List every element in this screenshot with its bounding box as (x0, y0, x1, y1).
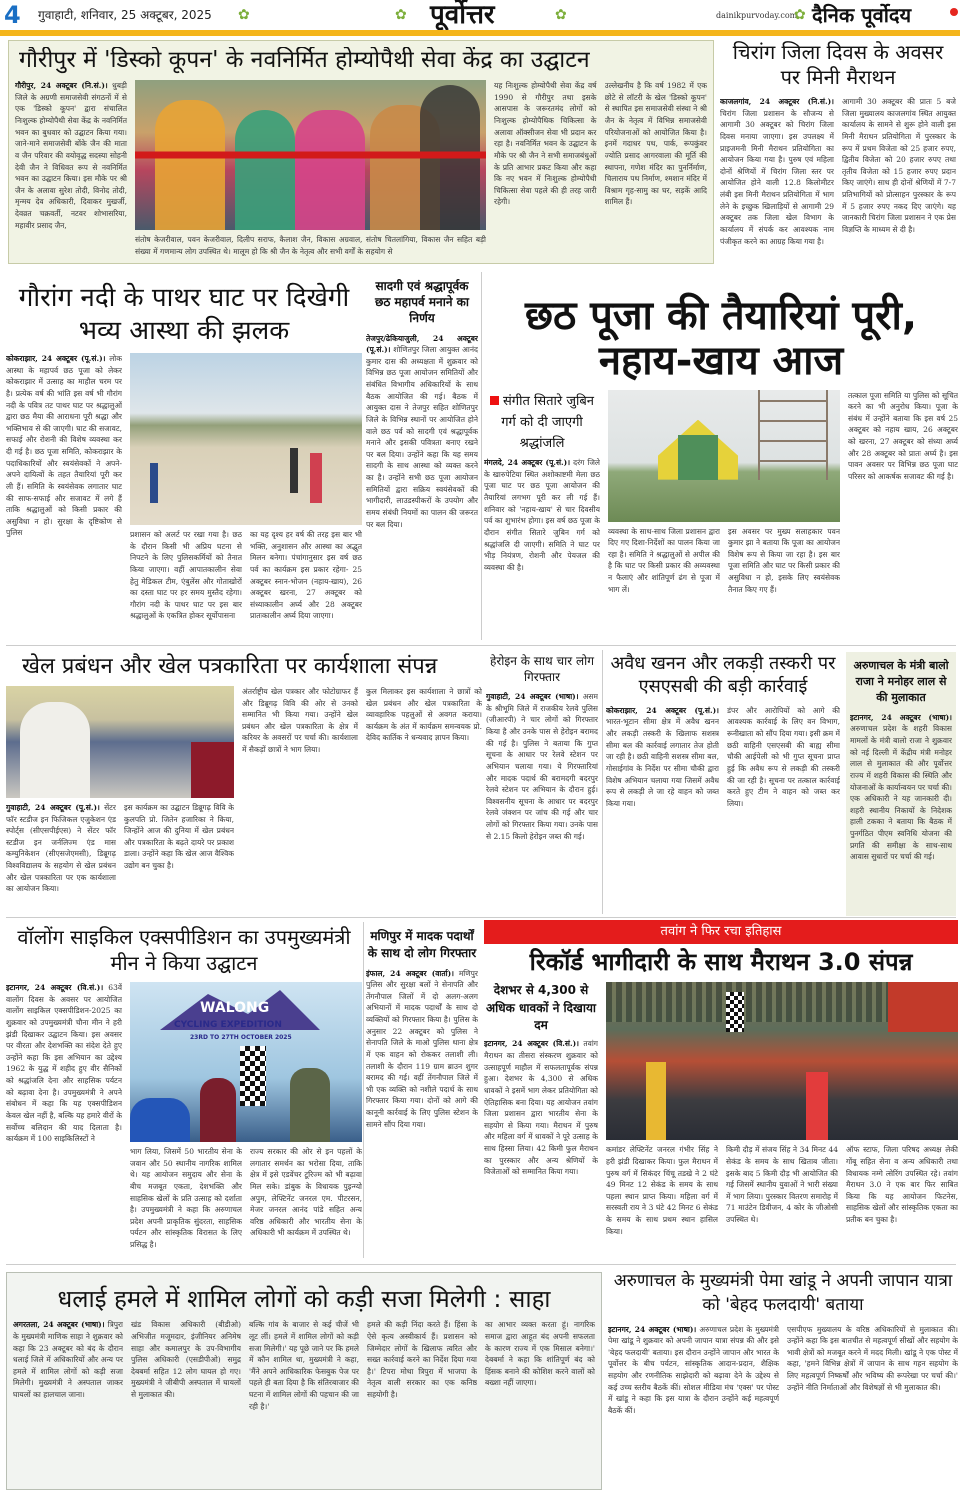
article-gaurang (6, 270, 362, 642)
article-chirang (720, 38, 956, 258)
article-body (850, 712, 952, 914)
article-body: ऑफ स्टाफ, जिला परिषद अध्यक्ष लेकी गोंबू सहित सेना व अन्य अधिकारी तथा विधायक नम्गे त्सेरिंग उपस्थित रहे। तवांग मैराथन 3.0 ने एक बार फिर साबित किया कि यह आयोजन फिटनेस, साहसिक खेलों और सांस्कृतिक एकता का प्रतीक बन चुका है। (846, 1145, 958, 1225)
decorative-figure-icon: ✿ (395, 7, 407, 23)
article-body (6, 802, 116, 916)
row-divider (6, 645, 956, 646)
dateline: इंफाल, 24 अक्टूबर (वार्ता)। (366, 968, 454, 978)
article-body (484, 457, 600, 642)
photo-marathon (606, 982, 958, 1140)
article-tawang (484, 920, 958, 1260)
headline: अरुणाचल के मंत्री बालो राजा ने मनोहर लाल से की मुलाकात (853, 659, 949, 704)
article-body: इस अवसर पर मुख्य सलाहकार पवन कुमार झा ने बताया कि पूजा का आयोजन विशेष रूप से किया जा रहा है। इस बार पूजा समिति और घाट पर किसी प्रकार की असुविधा न हो, इसके लिए स्वयंसेवक तैनात किए गए हैं। (728, 526, 840, 594)
article-body: यह निःशुल्क होम्योपैथी सेवा केंद्र वर्ष 1990 से गौरीपुर तथा इसके आसपास के जरूरतमंद लोगों को निःशुल्क होम्योपैथिक चिकित्सा के अलावा ऑक्सीजन सेवा भी प्रदान कर रहा है। नवनिर्मित भवन के उद्घाटन के मौके पर श्री जैन ने सभी समाजबंधुओं के प्रति आभार प्रकट किया और कहा कि नए भवन में निःशुल्क होम्योपैथी चिकित्सा सेवा पहले की ही तरह जारी रहेगी। (494, 81, 597, 207)
article-body: हमले की कड़ी निंदा करते हैं। हिंसा के ऐसे कृत्य अस्वीकार्य हैं। प्रशासन को जिम्मेदार लोगों के खिलाफ त्वरित और सख्त कार्रवाई करने का निर्देश दिया गया है।' टिपरा मोथा त्रिपुरा में भाजपा के नेतृत्व वाली सरकार का एक कनिष्ठ सहयोगी है। (367, 1320, 477, 1400)
article-body: उल्लेखनीय है कि वर्ष 1982 में एक छोटे से लॉटरी के खेल 'डिस्को कूपन' से स्थापित इस समाजसेवी संस्था ने श्री जैन के नेतृत्व में विभिन्न समाजसेवी परियोजनाओं को आयोजित किया है। इनमें गदाधर पथ, पार्क, रूपकुंवर ज्योति प्रसाद आगरवाला की मूर्ति की स्थापना, गणेश मंदिर का पुनर्निर्माण, चिलाराय पथ निर्माण, श्मशान मंदिर में विश्राम गृह-सामु का घर, सड़कें आदि शामिल हैं। (604, 81, 707, 207)
body-text: मणिपुर पुलिस और सुरक्षा बलों ने सेनापति और तेंगनौपाल जिलों में दो अलग-अलग अभियानों में मादक पदार्थों के साथ दो व्यक्तियों को गिरफ्तार किया है। पुलिस के अनुसार 22 अक्टूबर को पुलिस ने सेनापति जिले के माओ पुलिस थाना क्षेत्र में एक वाहन को रोककर तलाशी ली। तलाशी के दौरान 119 ग्राम ब्राउन शुगर बरामद की गई। वहीं तेंगनौपाल जिले में भी एक व्यक्ति को नशीले पदार्थ के साथ गिरफ्तार किया गया। दोनों को आगे की कानूनी कार्रवाई के लिए पुलिस स्टेशन के सामने सौंप दिया गया। (366, 968, 478, 1129)
brand-logo: दैनिक पूर्वोदय (812, 3, 912, 27)
article-saha (6, 1272, 602, 1490)
subhead-text: संगीत सितारे जुबिन गर्ग को दी जाएगी श्रद्धांजलि (501, 393, 595, 451)
headline: छठ पूजा की तैयारियां पूरी, नहाय-खाय आज (524, 293, 918, 384)
decorative-figure-icon: ✿ (238, 7, 250, 23)
article-body: प्रशासन को अलर्ट पर रखा गया है। छठ के दौरान किसी भी अप्रिय घटना से निपटने के लिए पुलिसकर्मियों को तैनात किया जाएगा। वहीं आपातकालीन सेवा हेतु मेडिकल टीम, एंबुलेंस और गोताखोरों का दस्ता घाट पर हर समय मुस्तैद रहेगा। गौरांग नदी के पाथर घाट पर इस बार श्रद्धालुओं के एकत्रित होकर सूर्योपासना (130, 530, 242, 621)
article-body: तत्काल पूजा समिति या पुलिस को सूचित करने का भी अनुरोध किया। पूजा के संबंध में उन्होंने बताया कि इस वर्ष 25 अक्टूबर को नहाय खाय, 26 अक्टूबर को खरना, 27 अक्टूबर को संध्या अर्घ्य और 28 अक्टूबर को प्रातः अर्घ्य है। इस पावन अवसर पर विभिन्न छठ पूजा घाट परिसर को आकर्षक सजावट की गई है। (848, 390, 958, 481)
body-text: अरुणाचल प्रदेश के शहरी विकास मामलों के मंत्री बालो राजा ने शुक्रवार को नई दिल्ली में केंद्रीय मंत्री मनोहर लाल से मुलाकात की और पूर्वोत्तर राज्य में शहरी विकास की स्थिति और योजनाओं के कार्यान्वयन पर चर्चा की। एक अधिकारी ने यह जानकारी दी। शहरी स्थानीय निकायों के निदेशक हाली टकका ने बताया कि बैठक में पुनर्गठित पीएम स्वनिधि योजना की प्रगति की समीक्षा के साथ-साथ आवास सुधारों पर चर्चा की गई। (850, 724, 952, 862)
article-body: आगामी 30 अक्टूबर की प्रातः 5 बजे जिला मुख्यालय काजलगांव स्थित आयुक्त कार्यालय के सामने से शुरू होने वाली इस मिनी मैराथन प्रतियोगिता में पुरस्कार के रूप में प्रथम विजेता को 25 हजार रुपए, द्वितीय विजेता को 20 हजार रुपए तथा तृतीय विजेता को 15 हजार रुपए प्रदान किए जाएंगे। साथ ही दोनों श्रेणियों में 7-7 प्रतिभागियों को प्रोत्साहन पुरस्कार के रूप में 5 हजार रुपए नकद दिए जाएंगे। यह जानकारी चिरांग जिला प्रशासन ने एक प्रेस विज्ञप्ति के माध्यम से दी है। (842, 97, 956, 234)
headline: धलाई हमले में शामिल लोगों को कड़ी सजा मिलेगी : साहा (57, 1285, 551, 1313)
article-body (6, 982, 122, 1258)
checkered-flag-icon (726, 992, 744, 1032)
headline: खेल प्रबंधन और खेल पत्रकारिता पर कार्यशाला संपन्न (22, 654, 438, 679)
row-divider (6, 917, 956, 918)
checkered-flag-icon (240, 1046, 266, 1106)
article-body (720, 96, 834, 258)
article-body: बल्कि गांव के बाजार से कई चीजें भी लूट लीं। हमले में शामिल लोगों को कड़ी सजा मिलेगी।' यह पूछे जाने पर कि हमले में कौन शामिल था, मुख्यमंत्री ने कहा, 'मैंने अपने आधिकारिक फेसबुक पेज पर पहले ही बता दिया है कि संतिरबाजार की घटना में शामिल लोगों की पहचान की जा रही है।' (249, 1320, 359, 1411)
headline: गौरीपुर में 'डिस्को कूपन' के नवनिर्मित होम्योपैथी सेवा केंद्र का उद्घाटन (19, 47, 590, 73)
article-body (486, 691, 598, 916)
dateline: गौरीपुर, 24 अक्टूबर (नि.सं.)। (15, 81, 108, 91)
dateline: इटानगर, 24 अक्टूबर (भाषा)। (850, 712, 952, 722)
website-link[interactable]: dainikpurvoday.com (716, 11, 798, 20)
page-number: 4 (4, 1, 21, 29)
headline: अवैध खनन और लकड़ी तस्करी पर एसएसबी की बड़ी कार्रवाई (610, 653, 836, 698)
body-text: असम के श्रीभूमि जिले में राजकीय रेलवे पुलिस (जीआरपी) ने चार लोगों को गिरफ्तार किया है और उनके पास से हेरोइन बरामद की गई है। पुलिस ने बताया कि गुप्त सूचना के आधार पर रेलवे स्टेशन पर अभियान चलाया गया। ये गिरफ्तारियां और मादक पदार्थ की बरामदगी बदरपुर रेलवे स्टेशन पर अभियान के दौरान हुई। विश्वसनीय सूचना के आधार पर बदरपुर रेलवे जंक्शन पर जांच की गई और चार लोगों को गिरफ्तार किया गया। उनके पास से 2.15 किलो हेरोइन जब्त की गई। (486, 692, 598, 841)
dateline: तेजपुर/ढेकियाजुली, 24 अक्टूबर (पू.सं.)। (366, 333, 478, 355)
headline: हेरोइन के साथ चार लोग गिरफ्तार (490, 654, 594, 684)
banner-subtitle: CYCLING EXPEDITION (174, 1020, 282, 1030)
article-body (608, 1324, 779, 1490)
dateline: इटानगर, 24 अक्टूबर (भाषा)। (608, 1324, 697, 1334)
article-ssb (606, 650, 840, 916)
article-body (13, 1319, 123, 1487)
banner-title: WALONG (200, 1000, 270, 1016)
article-body: राज्य सरकार की ओर से इन पहलों के लगातार समर्थन का भरोसा दिया, ताकि क्षेत्र में इसे एडवेंचर टूरिज्म को भी बढ़ावा मिल सके। डांबुक के विधायक पुइन्ग्यो अपुम, लेफ्टिनेंट जनरल एम. पीटरसन, मेजर जनरल आनंद पांडे सहित अन्य वरिष्ठ अधिकारी और भारतीय सेना के अधिकारी भी कार्यक्रम में उपस्थित थे। (250, 1147, 362, 1238)
masthead-dateline: गुवाहाटी, शनिवार, 25 अक्टूबर, 2025 (38, 8, 212, 22)
headline: मणिपुर में मादक पदार्थों के साथ दो लोग गिरफ्तार (367, 929, 477, 960)
photo-inauguration (135, 80, 486, 230)
photo-chhath-pandal (608, 390, 840, 522)
kicker-text: तवांग ने फिर रचा इतिहास (660, 924, 782, 939)
article-body: किमी दौड़ में संजय सिंह ने 34 मिनट 44 सेकंड के समय के साथ खिताब जीता। इसके बाद 5 किमी दौड़ भी आयोजित की गई जिसमें स्थानीय युवाओं ने भारी संख्या में भाग लिया। पुरस्कार वितरण समारोह में 71 माउंटेन डिवीजन, 4 कोर के जीओसी उपस्थित थे। (726, 1145, 838, 1225)
body-text: लोक आस्था के महापर्व छठ पूजा को लेकर कोकराझार में उत्साह का माहौल चरम पर है। प्रत्येक वर्ष की भांति इस वर्ष भी गौरांग नदी के पवित्र तट पाथर घाट पर श्रद्धालुओं द्वारा छठ मैया की आराधना पूरी श्रद्धा और भक्तिभाव से की जाएगी। घाट की सजावट, सफाई और रोशनी की विशेष व्यवस्था कर दी गई है। छठ पूजा समिति, कोकराझार के पदाधिकारियों और स्वयंसेवकों ने अपने-अपने दायित्वों के तहत तैयारियां पूरी कर ली हैं। समिति के स्वयंसेवक लगातार घाट की साफ-सफाई और सजावट में लगे हैं ताकि श्रद्धालुओं को किसी प्रकार की असुविधा न हो। सुरक्षा के दृष्टिकोण से पुलिस (6, 354, 122, 538)
decorative-figure-icon: ✿ (794, 7, 806, 23)
dateline: इटानगर, 24 अक्टूबर (वि.सं.)। (484, 1039, 579, 1049)
article-khel (6, 648, 482, 916)
article-body: का आभार व्यक्त करता हूं। नागरिक समाज द्वारा आहूत बंद अपनी सफलता के कारण राज्य में एक मिसाल बनेगा।' देबबर्मा ने कहा कि शांतिपूर्ण बंद को हिंसक बनाने की कोशिश करने वालों को बख्शा नहीं जाएगा। (485, 1320, 595, 1388)
dateline: गुवाहाटी, 24 अक्टूबर (भाषा)। (486, 692, 579, 702)
headline: रिकॉर्ड भागीदारी के साथ मैराथन 3.0 संपन्न (529, 948, 913, 976)
article-body: कुल मिलाकर इस कार्यशाला ने छात्रों को खेल प्रबंधन और खेल पत्रकारिता के व्यावहारिक पहलुओं से अवगत कराया। कार्यक्रम के अंत में कार्यक्रम समन्वयक प्रो. देविद कार्तिक ने धन्यवाद ज्ञापन किया। (366, 686, 482, 743)
headline: सादगी एवं श्रद्धापूर्वक छठ महापर्व मनाने का निर्णय (375, 279, 469, 326)
brand-dot-icon (950, 8, 958, 16)
dateline: गुवाहाटी, 24 अक्टूबर (पू.सं.)। (6, 802, 100, 812)
body-text: त्रिपुरा के मुख्यमंत्री माणिक साहा ने शुक्रवार को कहा कि 23 अक्टूबर को बंद के दौरान धलाई जिले में अधिकारियों और अन्य पर हमले में शामिल लोगों को कड़ी सजा मिलेगी। मुख्यमंत्री ने अस्पताल जाकर घायलों का हालचाल जाना। (13, 1320, 123, 1400)
article-walong (6, 920, 362, 1258)
dateline: कोकराझार, 24 अक्टूबर (पू.सं.)। (606, 705, 719, 715)
red-ribbon (135, 152, 486, 159)
masthead-bar (0, 30, 960, 36)
headline: चिरांग जिला दिवस के अवसर पर मिनी मैराथन (732, 40, 944, 89)
article-gauripur (8, 40, 714, 264)
article-body: एसपीएफ मुख्यालय के वरिष्ठ अधिकारियों से मुलाकात की। उन्होंने कहा कि इस बातचीत से महत्वपूर्ण सीखों और सहयोग के भावी क्षेत्रों को मजबूत करने में मदद मिली। खांडू ने एक पोस्ट में कहा, 'हमने विभिन्न क्षेत्रों में जापान के साथ गहन सहयोग के लिए महत्वपूर्ण निष्कर्षों और भविष्य की रूपरेखा पर चर्चा की।' उन्होंने नीति निर्माताओं और विशेषज्ञों से भी मुलाकात की। (787, 1324, 958, 1392)
photo-workshop (6, 686, 234, 798)
red-square-icon (490, 396, 499, 405)
body-text: भारत-भूटान सीमा क्षेत्र में अवैध खनन और लकड़ी तस्करी के खिलाफ सशस्त्र सीमा बल की कार्रवाई लगातार तेज होती जा रही है। छठी वाहिनी सशस्त्र सीमा बल, गोसाईगांव के निर्देश पर सीमा चौकी द्वारा विशेष अभियान चलाया गया जिसमें अवैध रूप से लकड़ी ले जा रहे वाहन को जब्त किया गया। (606, 717, 719, 808)
article-arunachal-minister (846, 652, 956, 916)
dateline: मंगलदे, 24 अक्टूबर (पू.सं.)। (484, 458, 571, 468)
article-heroin (486, 648, 598, 916)
banner-dates: 23RD TO 27TH OCTOBER 2025 (190, 1034, 292, 1041)
subhead: देशभर से 4,300 से अधिक धावकों ने दिखाया दम (485, 983, 597, 1033)
headline: गौरांग नदी के पाथर घाट पर दिखेगी भव्य आस्था की झलक (18, 283, 350, 346)
body-text: 63वें वालोंग दिवस के अवसर पर आयोजित वालोंग साइकिल एक्सपीडिशन-2025 का शुक्रवार को उपमुख्यमंत्री चौना मीन ने हरी झंडी दिखाकर उद्घाटन किया। इस अवसर पर वीरता और देशभक्ति का संदेश देते हुए उन्होंने कहा कि इस अभियान का उद्देश्य 1962 के युद्ध में शहीद हुए वीर सैनिकों को श्रद्धांजलि देना और साहसिक पर्यटन को बढ़ावा देना है। उपमुख्यमंत्री ने अपने संबोधन में कहा कि यह एक्सपीडिशन केवल खेल नहीं है, बल्कि यह हमारे वीरों के सर्वोच्च बलिदान की याद दिलाता है। कार्यक्रम में 100 साइकिलिस्टों ने (6, 983, 122, 1144)
article-body: खंड विकास अधिकारी (बीडीओ) अभिजीत मजूमदार, इंजीनियर अनिमेष साहा और कमालपुर के उप-विभागीय पुलिस अधिकारी (एसडीपीओ) समुद्र देबबर्मा सहित 12 लोग घायल हो गए। मुख्यमंत्री ने जीबीपी अस्पताल में घायलों से मुलाकात की। (131, 1320, 241, 1400)
body-text: चिरांग जिला प्रशासन के सौजन्य से आगामी 30 अक्टूबर को चिरांग जिला दिवस मनाया जाएगा। इस उपलक्ष्य में प्राइजमनी मिनी मैराथन प्रतियोगिता का आयोजन किया गया है। पुरुष एवं महिला दोनों श्रेणियों में चिरांग जिला स्तर पर आयोजित होने वाली 12.8 किलोमीटर लंबी इस मिनी मैराथन प्रतियोगिता में भाग लेने के इच्छुक खिलाड़ियों से आगामी 29 अक्टूबर तक जिला खेल विभाग के कार्यालय में संपर्क कर आवश्यक नाम पंजीकृत करने का आग्रह किया गया है। (720, 108, 834, 246)
article-body (606, 705, 719, 916)
article-body: इस कार्यक्रम का उद्घाटन डिब्रूगढ़ विवि के कुलपति प्रो. जितेन हजारिका ने किया, जिन्होंने आज की दुनिया में खेल प्रबंधन और पत्रकारिता के बढ़ते दायरे पर प्रकाश डाला। उन्होंने कहा कि खेल आज वैश्विक उद्योग बन चुका है। (124, 802, 234, 871)
article-body: अंतर्राष्ट्रीय खेल पत्रकार और फोटोग्राफर हैं और डिब्रूगढ़ विवि की ओर से उनको सम्मानित भी किया गया। उन्होंने खेल प्रबंधन और खेल पत्रकारिता के क्षेत्र में करियर के अवसरों पर चर्चा की। कार्यशाला में सैकड़ों छात्रों ने भाग लिया। (242, 686, 358, 755)
article-body (6, 353, 122, 642)
headline: वॉलोंग साइकिल एक्सपीडिशन का उपमुख्यमंत्री मीन ने किया उद्घाटन (17, 925, 351, 975)
dateline: काजलगांव, 24 अक्टूबर (नि.सं.)। (720, 97, 834, 106)
body-text: धुबड़ी जिले के अग्रणी समाजसेवी संगठनों में से एक 'डिस्को कूपन' द्वारा संचालित निःशुल्क होम्योपैथी सेवा केंद्र के नवनिर्मित भवन का बुधवार को उद्घाटन किया गया। जाने-माने समाजसेवी बोंके जैन की माता व जैन परिवार की वयोवृद्ध सदस्या सोहनी देवी जैन ने विधिवत रूप से नवनिर्मित भवन का उद्घाटन किया। इस मौके पर श्री जैन के अलावा सुरेश तोदी, विनोद तोदी, मृन्मय देव अधिकारी, दिवाकर मुखर्जी, देवव्रत चक्रवर्ती, नटवर शोभासरिया, महावीर प्रसाद जैन, (15, 81, 127, 230)
decorative-figure-icon: ✿ (555, 7, 567, 23)
dateline: अगरतला, 24 अक्टूबर (भाषा)। (13, 1320, 105, 1330)
article-body: का यह दृश्य हर वर्ष की तरह इस बार भी भक्ति, अनुशासन और आस्था का अद्भुत मिलन बनेगा। पंचांगानुसार इस वर्ष छठ पर्व का कार्यक्रम इस प्रकार रहेगा- 25 अक्टूबर स्नान-भोजन (नहाय-खाय), 26 अक्टूबर खरना, 27 अक्टूबर को संध्याकालीन अर्घ्य और 28 अक्टूबर प्रातःकालीन अर्घ्य दिया जाएगा। (250, 530, 362, 621)
body-text: दरंग जिले के खारुपेटिया स्थित अशोकाष्टमी मेला छठ पूजा घाट पर छठ पूजा आयोजन की तैयारियां लगभग पूरी कर ली गई हैं। शनिवार को 'नहाय-खाय' से चार दिवसीय पर्व का शुभारंभ होगा। इस वर्ष छठ पूजा के दौरान संगीत सितारे जुबिन गर्ग को श्रद्धांजलि दी जाएगी। समिति ने घाट पर भीड़ नियंत्रण, रोशनी और पेयजल की व्यवस्था की है। (484, 458, 600, 572)
body-text: सेंटर फॉर स्टडीज इन फिजिकल एजुकेशन एंड स्पोर्ट्स (सीएसपीईएस) ने सेंटर फॉर स्टडीज इन जर्नलिज्म एंड मास कम्युनिकेशन (सीएसजेएमसी), डिब्रूगढ़ विश्वविद्यालय के सहयोग से खेल प्रबंधन और खेल पत्रकारिता पर एक कार्यशाला का आयोजन किया। (6, 802, 116, 894)
article-body: डंपर और आरोपियों को आगे की आवश्यक कार्रवाई के लिए वन विभाग, रूनीखाता को सौंप दिया गया। इसी क्रम में छठी वाहिनी एसएसबी की बाह्य सीमा चौकी आईपेली को भी गुप्त सूचना प्राप्त हुई कि अवैध रूप से लकड़ी की तस्करी की जा रही है। सूचना पर तत्काल कार्रवाई करते हुए टीम ने वाहन को जब्त कर लिया। (727, 705, 840, 808)
photo-river-ghat (130, 353, 362, 525)
column-divider (602, 650, 603, 914)
photo-cycling-expedition (130, 982, 362, 1142)
article-body: भाग लिया, जिसमें 50 भारतीय सेना के जवान और 50 स्थानीय नागरिक शामिल थे। यह आयोजन समुदाय और सेना के बीच मजबूत एकता, देशभक्ति और साहसिक खेलों के प्रति उत्साह को दर्शाता है। उपमुख्यमंत्री ने कहा कि अरुणाचल प्रदेश अपनी प्राकृतिक सुंदरता, साहसिक पर्यटन और सांस्कृतिक विरासत के लिए प्रसिद्ध है। (130, 1147, 242, 1249)
body-text: अरुणाचल प्रदेश के मुख्यमंत्री पेमा खांडू ने शुक्रवार को अपनी जापान यात्रा संपन्न की और इसे 'बेहद फलदायी' बताया। इस दौरान उन्होंने जापान और भारत के पूर्वोत्तर के बीच पर्यटन, सांस्कृतिक आदान-प्रदान, शैक्षिक सहयोग और रणनीतिक साझेदारी को बढ़ावा देने के उद्देश्य से कई उच्च स्तरीय बैठकें कीं। सोशल मीडिया मंच 'एक्स' पर पोस्ट में खांडू ने कहा कि इस यात्रा के दौरान उन्होंने कई महत्वपूर्ण बैठकें कीं। (608, 1324, 779, 1415)
column-divider (481, 272, 482, 640)
article-body (484, 1038, 598, 1260)
article-manipur (366, 920, 478, 1258)
photo-caption-row: संतोष केजरीवाल, पवन केजरीवाल, दिलीप सराफ, कैलाश जैन, विकास अग्रवाल, संतोष चितलांगिया, विकास जैन सहित बड़ी संख्या में गणमान्य लोग उपस्थित थे। मालूम हो कि श्री जैन के नेतृत्व और सभी वर्गों के सहयोग से (135, 235, 486, 256)
article-chhath (484, 290, 958, 642)
dateline: इटानगर, 24 अक्टूबर (वि.सं.)। (6, 983, 104, 992)
article-body (15, 80, 127, 257)
subhead (484, 390, 600, 454)
row-divider (6, 1264, 956, 1265)
kicker-banner (484, 920, 958, 944)
article-body: व्यवस्था के साथ-साथ जिला प्रशासन द्वारा दिए गए दिशा-निर्देशों का पालन किया जा रहा है। समिति ने श्रद्धालुओं से अपील की है कि घाट पर किसी प्रकार की अव्यवस्था न फैलाएं और शांतिपूर्ण ढंग से पूजा में भाग लें। (608, 526, 720, 594)
masthead (0, 0, 960, 36)
article-tezpur (366, 270, 478, 642)
article-body: कमांडर लेफ्टिनेंट जनरल गंभीर सिंह ने हरी झंडी दिखाकर किया। फुल मैराथन में पुरुष वर्ग में सिकंदर चिंचू तडखे ने 2 घंटे 49 मिनट 12 सेकंड के समय के साथ पहला स्थान प्राप्त किया। महिला वर्ग में सरस्वती राय ने 3 घंटे 42 मिनट 6 सेकंड के समय के साथ प्रथम स्थान हासिल किया। (606, 1145, 718, 1236)
dateline: कोकराझार, 24 अक्टूबर (पू.सं.)। (6, 354, 106, 363)
body-text: तवांग मैराथन का तीसरा संस्करण शुक्रवार को उत्साहपूर्ण माहौल में सफलतापूर्वक संपन्न हुआ। देशभर के 4,300 से अधिक धावकों ने इसमें भाग लेकर प्रतियोगिता को ऐतिहासिक बना दिया। यह आयोजन तवांग जिला प्रशासन द्वारा भारतीय सेना के सहयोग से किया गया। मैराथन में पुरुष और महिला वर्ग में धावकों ने पूरे उत्साह के साथ हिस्सा लिया। 42 किमी फुल मैराथन का पुरस्कार और अन्य श्रेणियों के विजेताओं को सम्मानित किया गया। (484, 1039, 598, 1177)
article-khandu (608, 1268, 958, 1490)
article-body (366, 333, 478, 642)
article-body (366, 968, 478, 1258)
headline: अरुणाचल के मुख्यमंत्री पेमा खांडू ने अपनी जापान यात्रा को 'बेहद फलदायी' बताया (613, 1271, 953, 1315)
body-text: शोणितपुर जिला आयुक्त आनंद कुमार दास की अध्यक्षता में शुक्रवार को विभिन्न छठ पूजा आयोजन समितियों और संबंधित विभागीय अधिकारियों के साथ बैठक आयोजित की गई। बैठक में आयुक्त दास ने तेजपुर सहित शोणितपुर जिले के विभिन्न स्थानों पर आयोजित होने वाले छठ पर्व को सादगी एवं श्रद्धापूर्वक मनाने और इसकी पवित्रता बनाए रखने पर बल दिया। उन्होंने कहा कि यह समय सादगी के साथ आस्था को व्यक्त करने का है। उन्होंने सभी छठ पूजा आयोजन समितियों द्वारा सक्रिय स्वयंसेवकों की भागीदारी, लाउडस्पीकरों के उपयोग और समय संबंधी नियमों का पालन की जरूरत पर बल दिया। (366, 345, 478, 529)
column-divider (363, 922, 364, 1258)
section-title: पूर्वोत्तर (430, 0, 495, 30)
